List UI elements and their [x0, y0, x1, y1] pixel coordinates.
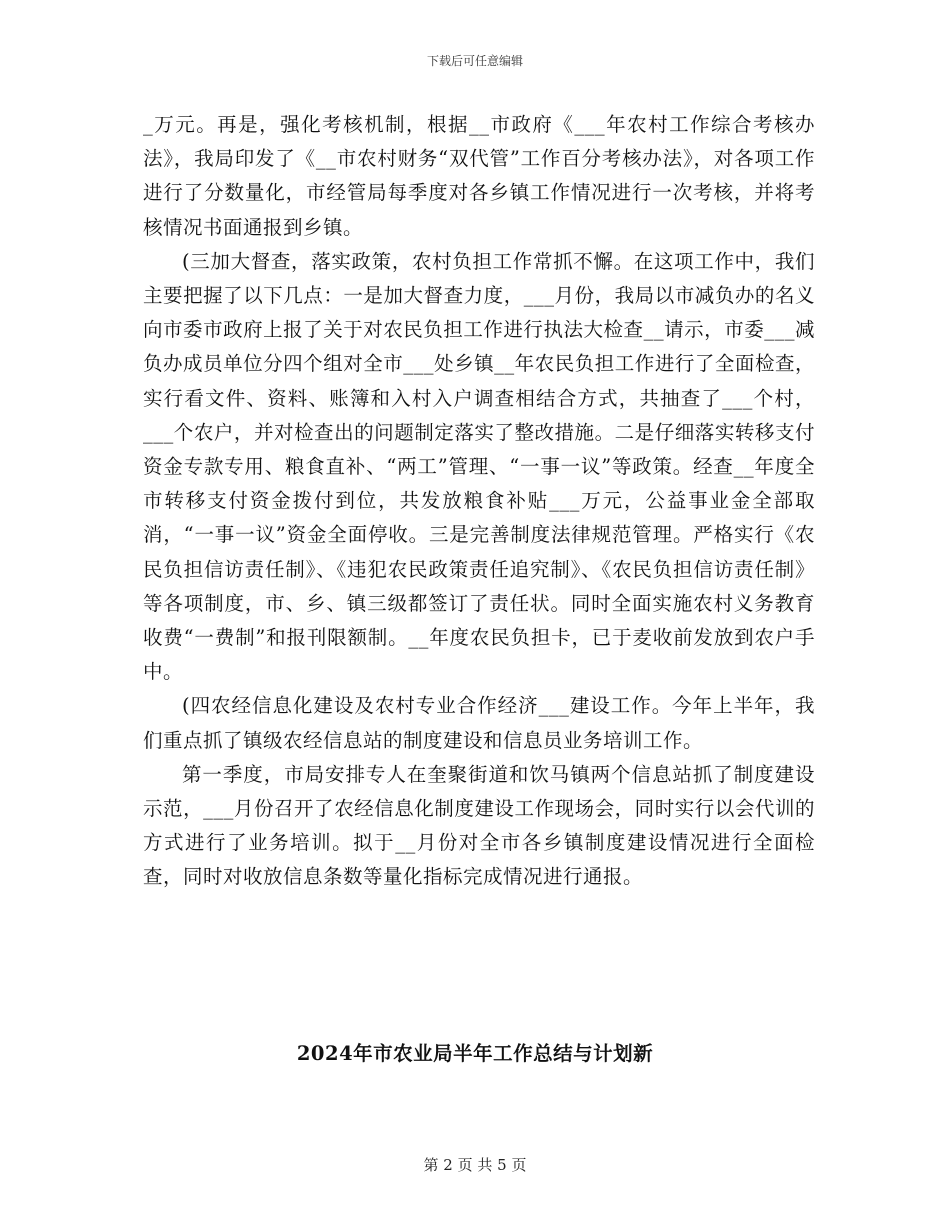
paragraph-supervision: (三加大督查，落实政策，农村负担工作常抓不懈。在这项工作中，我们主要把握了以下几点：一是加大督查力度，___月份，我局以市减负办的名义向市委市政府上报了关于对农民负担工作进行执法大检查__请示，市委___减负办成员单位分四个组对全市___处乡镇__年农民负担工作进行了全面检查，实行看文件、资料、账簿和入村入户调查相结合方式，共抽查了___个村，___个农户，并对检查出的问题制定落实了整改措施。二是仔细落实转移支付资金专款专用、粮食直补、“两工”管理、“一事一议”等政策。经查__年度全市转移支付资金拨付到位，共发放粮食补贴___万元，公益事业金全部取消，“一事一议”资金全面停收。三是完善制度法律规范管理。严格实行《农民负担信访责任制》、《违犯农民政策责任追究制》、《农民负担信访责任制》等各项制度，市、乡、镇三级都签订了责任状。同时全面实施农村义务教育收费“一费制”和报刊限额制。__年度农民负担卡，已于麦收前发放到农户手中。	[143, 249, 815, 684]
page-header: 下载后可任意编辑	[426, 54, 523, 68]
page-footer: 第 2 页 共 5 页	[423, 1156, 527, 1174]
paragraph-informatization: (四农经信息化建设及农村专业合作经济___建设工作。今年上半年，我们重点抓了镇级农经信息站的制度建设和信息员业务培训工作。	[143, 694, 815, 752]
document-body	[143, 108, 815, 895]
paragraph-first-quarter: 第一季度，市局安排专人在奎聚街道和饮马镇两个信息站抓了制度建设示范，___月份召开了农经信息化制度建设工作现场会，同时实行以会代训的方式进行了业务培训。拟于__月份对全市各乡镇制度建设情况进行全面检查，同时对收放信息条数等量化指标完成情况进行通报。	[143, 762, 815, 889]
paragraph-continuation: _万元。再是，强化考核机制，根据__市政府《___年农村工作综合考核办法》，我局印发了《__市农村财务“双代管”工作百分考核办法》，对各项工作进行了分数量化，市经管局每季度对各乡镇工作情况进行一次考核，并将考核情况书面通报到乡镇。	[143, 113, 815, 239]
document-title: 2024年市农业局半年工作总结与计划新	[296, 1042, 654, 1065]
